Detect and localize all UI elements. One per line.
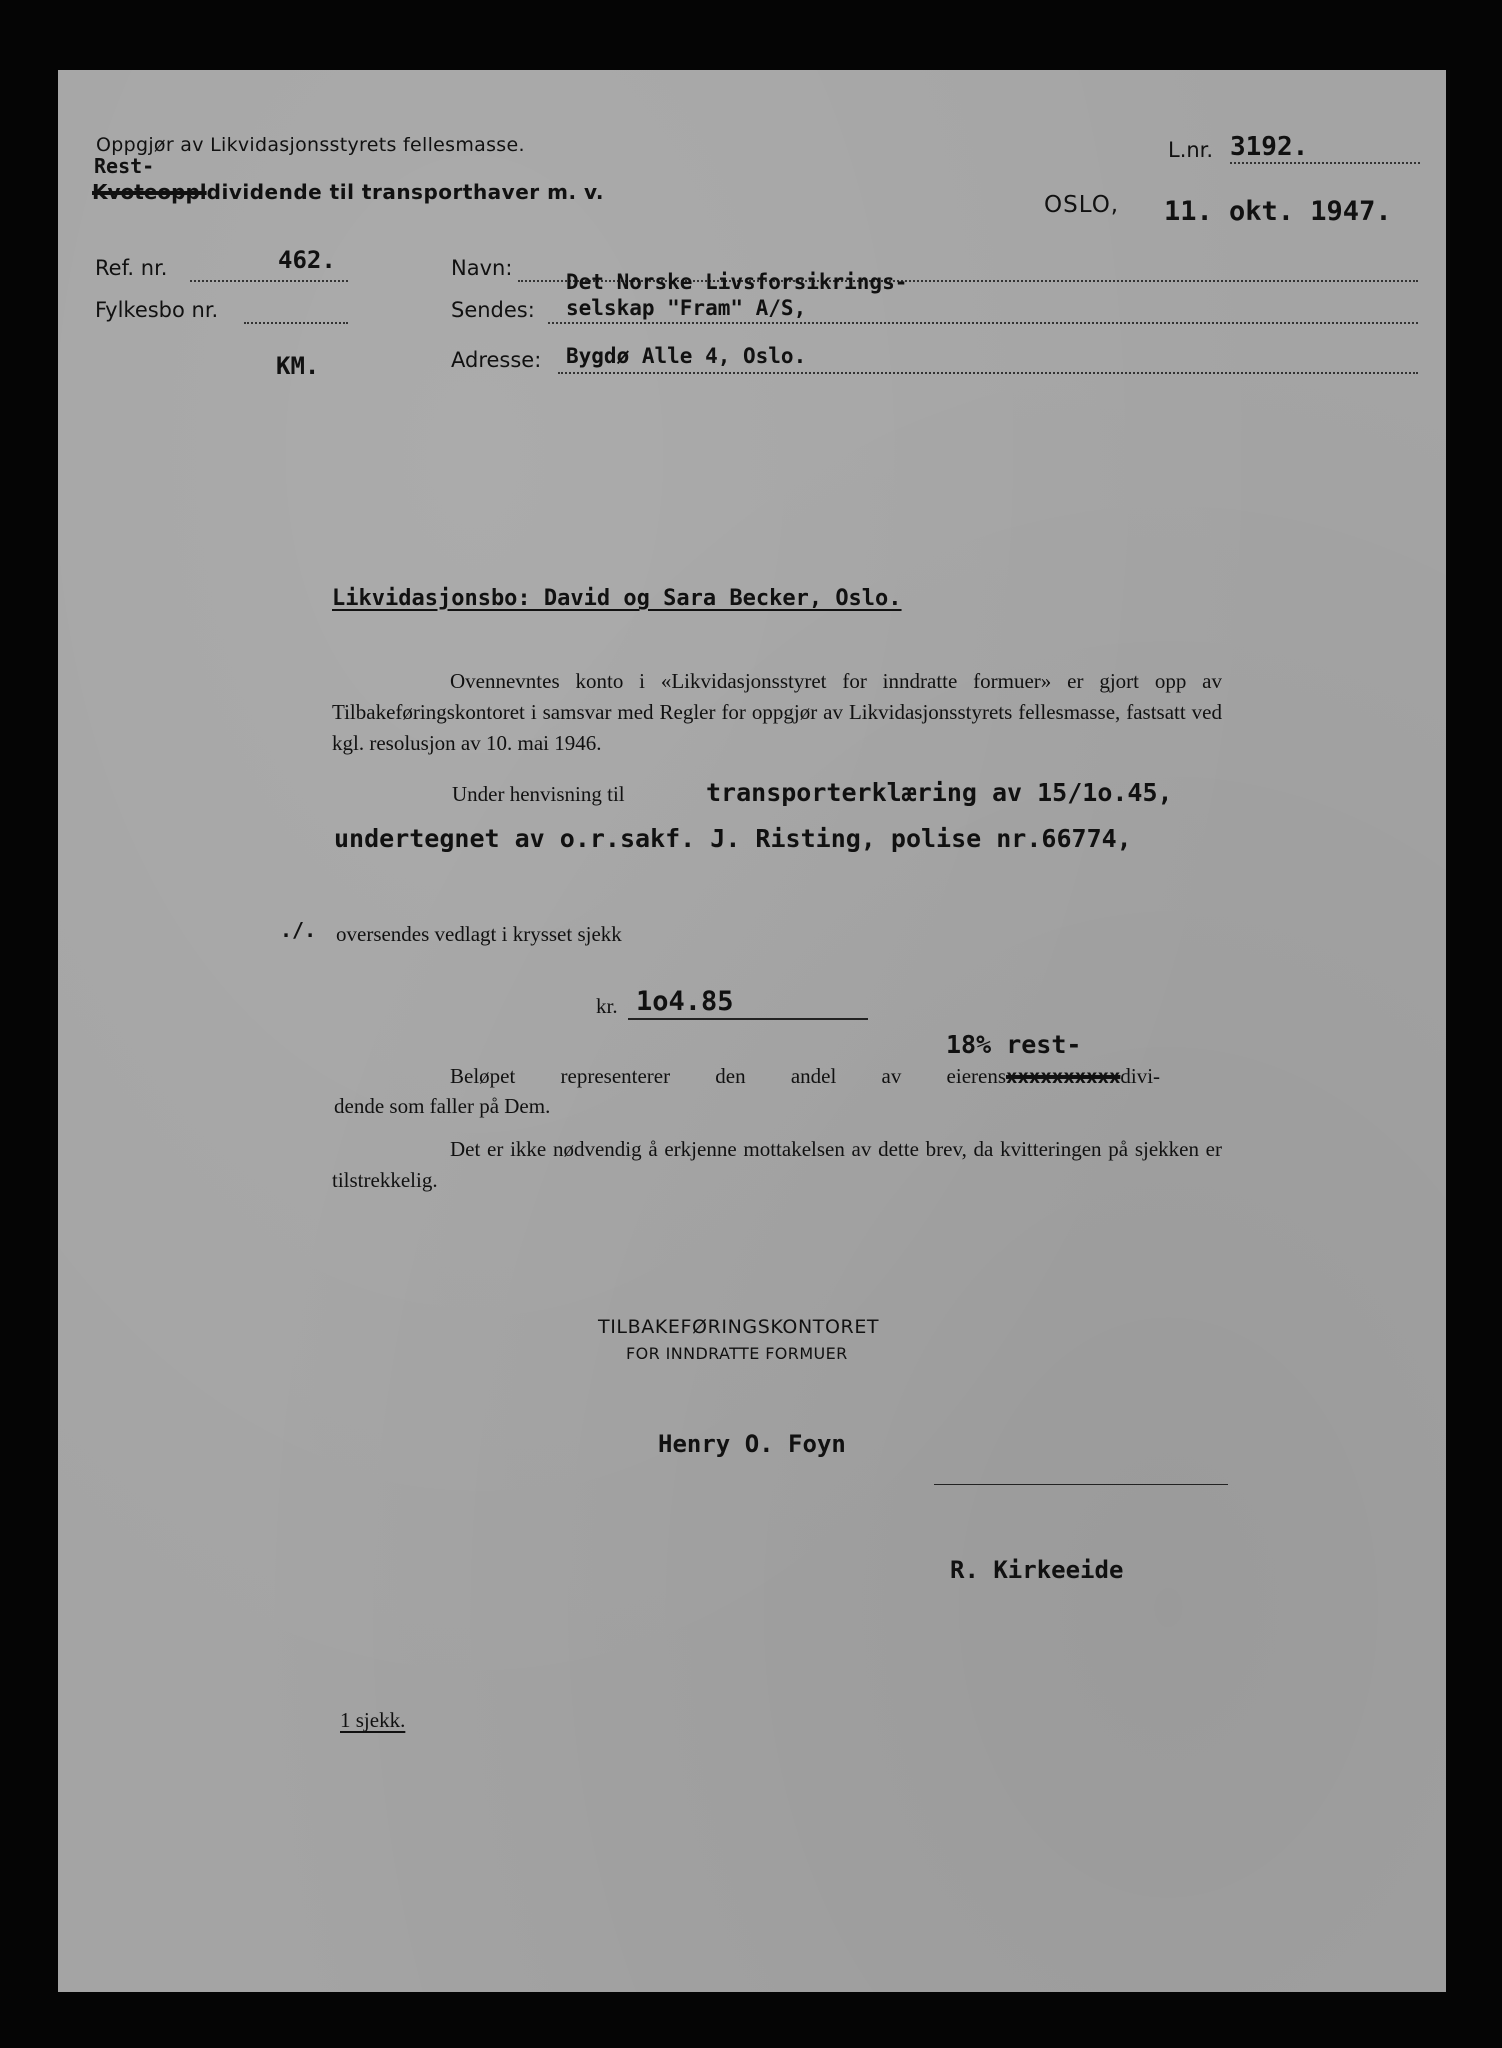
city-label: OSLO, <box>1044 192 1120 218</box>
date-value: 11. okt. 1947. <box>1164 196 1392 227</box>
fylkesbo-label: Fylkesbo nr. <box>95 298 219 322</box>
letter-page <box>58 70 1446 1992</box>
adresse-label: Adresse: <box>451 348 542 372</box>
share-text-line2: dende som faller på Dem. <box>334 1094 551 1118</box>
share-typed-over: 18% rest- <box>946 1030 1082 1059</box>
share-text-line1 <box>450 1064 1222 1089</box>
lnr-label: L.nr. <box>1168 138 1214 162</box>
subject-line: Likvidasjonsbo: David og Sara Becker, Oslo. <box>332 586 902 611</box>
struck-word: Kvoteoppl <box>92 180 207 204</box>
navn-label: Navn: <box>451 256 513 280</box>
paragraph-1: Ovennevntes konto i «Likvidasjonsstyret for inndratte formuer» er gjort opp av Tilbakeføringskontoret i samsvar med Regler for oppgjør av Likvidasjonsstyrets fellesmasse, fastsatt ved kgl. resolusjon av 10. mai 1946. <box>332 669 1222 755</box>
header-title-line1: Oppgjør av Likvidasjonsstyrets fellesmasse. <box>96 134 525 156</box>
paragraph-3: Det er ikke nødvendig å erkjenne mottakelsen av dette brev, da kvitteringen på sjekken er tilstrekkelig. <box>332 1137 1222 1192</box>
ref-line <box>190 278 348 282</box>
lnr-value: 3192. <box>1230 132 1420 164</box>
signature-line <box>934 1484 1228 1485</box>
signer-1: Henry O. Foyn <box>658 1430 846 1458</box>
header-title-line2 <box>92 180 604 204</box>
margin-mark: ./. <box>280 918 317 942</box>
header-title-line2-text: dividende til transporthaver m. v. <box>206 180 605 204</box>
adresse-value: Bygdø Alle 4, Oslo. <box>566 344 807 368</box>
office-line-1: TILBAKEFØRINGSKONTORET <box>598 1316 880 1338</box>
enclosure-note: 1 sjekk. <box>340 1708 406 1732</box>
sendes-value: selskap "Fram" A/S, <box>566 296 807 320</box>
share-struck: xxxxxxxxxx <box>1006 1066 1121 1088</box>
reference-typed-2: undertegnet av o.r.sakf. J. Risting, polise nr.66774, <box>334 824 1132 853</box>
header-typed-overstrike: Rest- <box>94 154 155 178</box>
sent-text: oversendes vedlagt i krysset sjekk <box>336 922 622 946</box>
amount-value: 1o4.85 <box>636 986 734 1017</box>
share-text-before: Beløpet representerer den andel av eierens <box>450 1064 1006 1088</box>
sendes-line <box>548 320 1418 324</box>
adresse-line <box>558 370 1418 374</box>
reference-intro: Under henvisning til <box>452 782 625 806</box>
ref-label: Ref. nr. <box>95 256 168 280</box>
signer-2: R. Kirkeeide <box>950 1556 1124 1584</box>
office-line-2: FOR INNDRATTE FORMUER <box>626 1344 848 1363</box>
reference-typed-1: transporterklæring av 15/1o.45, <box>706 778 1173 807</box>
share-text-after: divi- <box>1120 1064 1161 1088</box>
kr-label: kr. <box>596 994 618 1018</box>
sendes-label: Sendes: <box>451 298 535 322</box>
fylkesbo-line <box>244 320 348 324</box>
initials: KM. <box>276 352 320 380</box>
ref-value: 462. <box>278 246 336 274</box>
navn-value: Det Norske Livsforsikrings- <box>566 270 908 294</box>
